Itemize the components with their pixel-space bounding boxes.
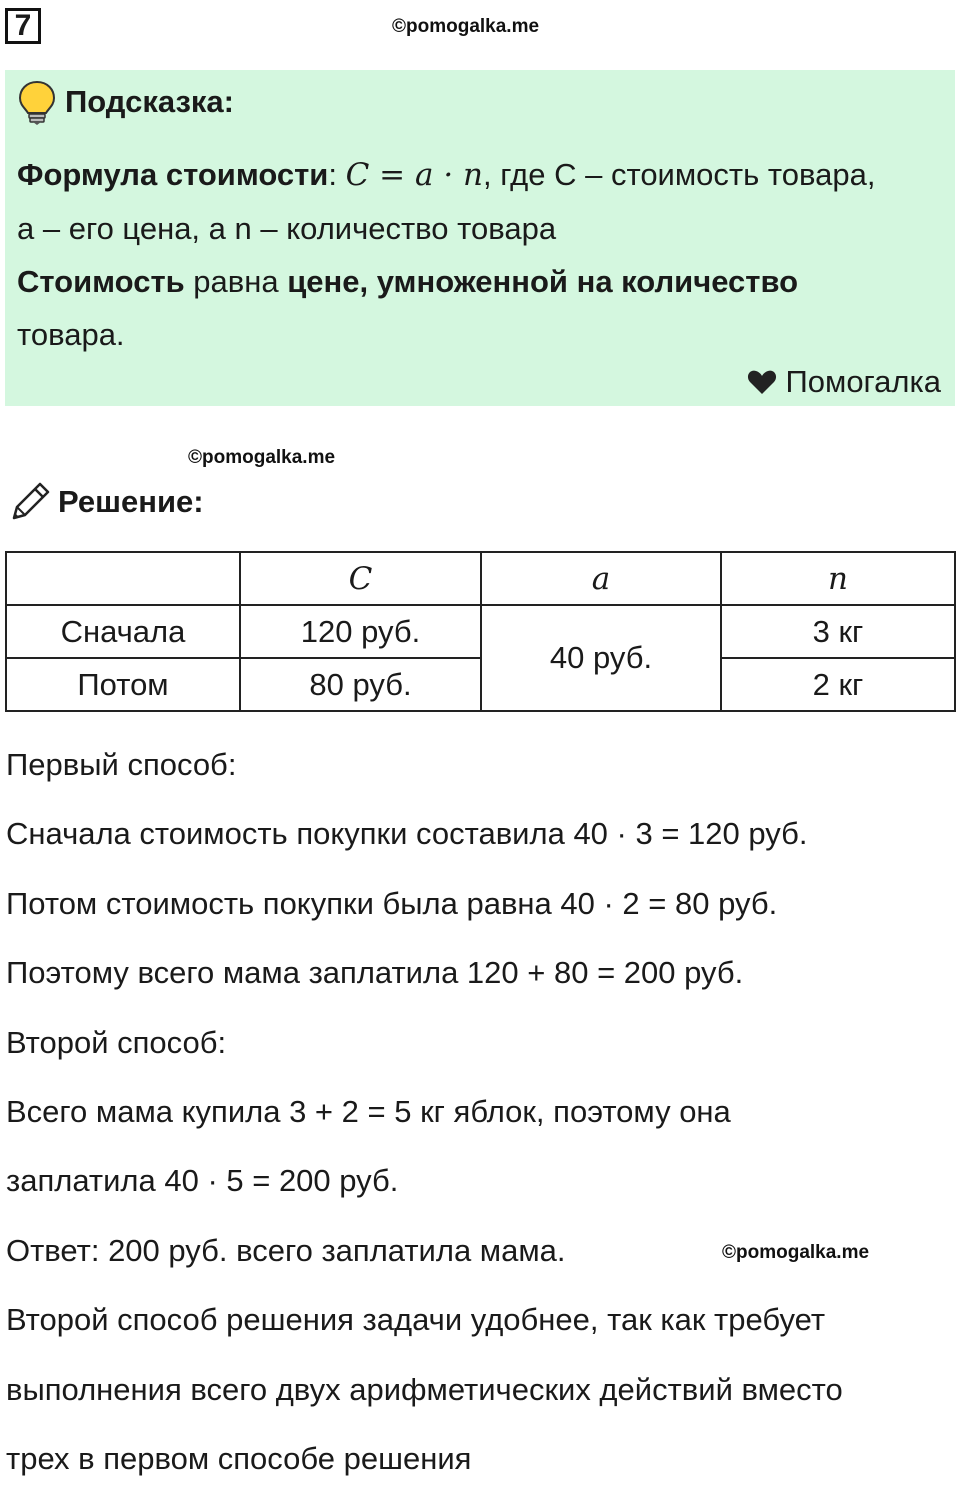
solution-line: Второй способ решения задачи удобнее, так как требует bbox=[6, 1302, 826, 1338]
solution-line: заплатила 40 · 5 = 200 руб. bbox=[6, 1163, 399, 1199]
solution-text bbox=[6, 740, 956, 1503]
quantity-cell: 3 кг bbox=[721, 605, 955, 658]
signature bbox=[747, 364, 941, 400]
solution-line: выполнения всего двух арифметических действий вместо bbox=[6, 1371, 843, 1407]
signature-text: Помогалка bbox=[785, 364, 941, 399]
hint-box bbox=[5, 70, 955, 406]
table-row bbox=[6, 605, 955, 658]
task-number: 7 bbox=[5, 8, 41, 44]
hint-rule-line bbox=[17, 255, 947, 308]
header-cell: C bbox=[240, 552, 481, 605]
rule-mid: равна bbox=[184, 264, 288, 299]
solution-line: Всего мама купила 3 + 2 = 5 кг яблок, поэтому она bbox=[6, 1093, 731, 1129]
hint-title: Подсказка: bbox=[65, 84, 234, 119]
rule-bold-1: Стоимость bbox=[17, 264, 185, 299]
watermark: ©pomogalka.me bbox=[722, 1242, 870, 1263]
header-cell: a bbox=[481, 552, 721, 605]
hint-formula-line: Формула стоимости: C = a · n, где C – стоимость товара, bbox=[17, 157, 876, 193]
solution-line: Потом стоимость покупки была равна 40 · 2 = 80 руб. bbox=[6, 885, 778, 921]
solution-line: трех в первом способе решения bbox=[6, 1440, 472, 1476]
watermark: ©pomogalka.me bbox=[392, 16, 540, 37]
solution-line: Сначала стоимость покупки составила 40 · 3 = 120 руб. bbox=[6, 816, 808, 852]
table-header-row bbox=[6, 552, 955, 605]
answer-line: Ответ: 200 руб. всего заплатила мама. bbox=[6, 1232, 566, 1268]
header-cell bbox=[6, 552, 240, 605]
row-label: Потом bbox=[6, 658, 240, 711]
hint-rule-end: товара. bbox=[17, 317, 125, 352]
pencil-icon bbox=[8, 480, 52, 524]
quantity-cell: 2 кг bbox=[721, 658, 955, 711]
solution-line: Первый способ: bbox=[6, 747, 237, 782]
row-label: Сначала bbox=[6, 605, 240, 658]
header-cell: n bbox=[721, 552, 955, 605]
hint-line2: a – его цена, а n – количество товара bbox=[17, 211, 557, 246]
watermark: ©pomogalka.me bbox=[188, 447, 336, 468]
solution-line: Поэтому всего мама заплатила 120 + 80 = 200 руб. bbox=[6, 955, 744, 991]
solution-title: Решение: bbox=[58, 484, 204, 519]
solution-line: Второй способ: bbox=[6, 1024, 227, 1060]
formula: C = a · n bbox=[345, 157, 484, 193]
price-cell: 40 руб. bbox=[481, 605, 721, 711]
formula-rest: , где C – стоимость товара, bbox=[483, 157, 876, 192]
table-row bbox=[6, 658, 955, 711]
heart-icon bbox=[747, 369, 777, 395]
cost-cell: 120 руб. bbox=[240, 605, 481, 658]
cost-cell: 80 руб. bbox=[240, 658, 481, 711]
lightbulb-icon bbox=[17, 80, 57, 126]
rule-bold-2: цене, умноженной на количество bbox=[287, 264, 799, 299]
formula-label: Формула стоимости bbox=[17, 157, 329, 192]
solution-table bbox=[5, 551, 956, 712]
